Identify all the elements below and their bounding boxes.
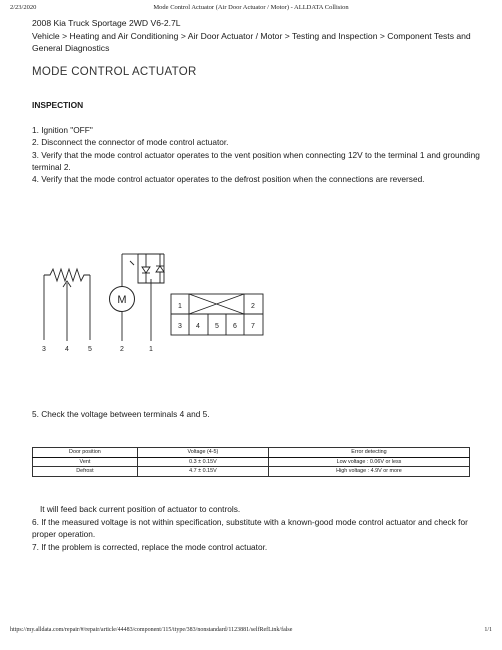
table-header-row (33, 448, 470, 458)
connector-pin-3: 3 (178, 323, 182, 330)
column-header: Error detecting (268, 448, 469, 458)
step-7: 7. If the problem is corrected, replace the mode control actuator. (32, 541, 268, 552)
motor-label: M (117, 294, 127, 306)
step-3: 3. Verify that the mode control actuator operates to the vent position when connecting 12V to the terminal 1 and grounding terminal 2. (32, 149, 480, 172)
connector-pin-1: 1 (178, 303, 182, 310)
connector-pin-6: 6 (233, 323, 237, 330)
table-cell: 4.7 ± 0.15V (137, 467, 268, 477)
table-cell: Vent (33, 457, 138, 467)
table-cell: Low voltage : 0.06V or less (268, 457, 469, 467)
diode-1-icon (142, 267, 150, 273)
step-1: 1. Ignition "OFF" (32, 125, 93, 135)
print-page-number: 1/1 (484, 627, 492, 633)
connector-pin-2: 2 (251, 303, 255, 310)
connector-pin-5: 5 (215, 323, 219, 330)
connector-pin-7: 7 (251, 323, 255, 330)
wiring-diagram (30, 231, 280, 361)
closing-steps (32, 503, 482, 553)
print-title: Mode Control Actuator (Air Door Actuator / Motor) - ALLDATA Collision (153, 4, 349, 11)
table-cell: 0.3 ± 0.15V (137, 457, 268, 467)
step-2: 2. Disconnect the connector of mode control actuator. (32, 137, 229, 148)
section-heading: INSPECTION (32, 100, 84, 110)
column-header: Voltage (4-5) (137, 448, 268, 458)
table-row (33, 467, 470, 477)
table-cell: High voltage : 4.9V or more (268, 467, 469, 477)
page-title: MODE CONTROL ACTUATOR (32, 66, 197, 78)
terminal-label-5: 5 (88, 346, 92, 353)
step-6: 6. If the measured voltage is not within specification, substitute with a known-good mode control actuator and check for proper operation. (32, 516, 468, 539)
diode-2-icon (156, 266, 164, 272)
table-cell: Defrost (33, 467, 138, 477)
feedback-note: It will feed back current position of actuator to controls. (40, 504, 241, 514)
terminal-label-4: 4 (65, 346, 69, 353)
terminal-label-3: 3 (42, 346, 46, 353)
potentiometer-resistor (44, 269, 90, 281)
table-row (33, 457, 470, 467)
step-5: 5. Check the voltage between terminals 4 and 5. (32, 409, 210, 419)
vehicle-name: 2008 Kia Truck Sportage 2WD V6-2.7L (32, 18, 181, 28)
print-footer-url: https://my.alldata.com/repair/#/repair/article/44483/component/115/itype/383/nonstandard/1123881/selfRefLink/false (10, 627, 293, 633)
voltage-spec-table (32, 447, 470, 477)
connector-pin-4: 4 (196, 323, 200, 330)
inspection-steps (32, 124, 482, 185)
terminal-label-1: 1 (149, 346, 153, 353)
column-header: Door position (33, 448, 138, 458)
step-4: 4. Verify that the mode control actuator operates to the defrost position when the connections are reversed. (32, 174, 425, 185)
breadcrumb: Vehicle > Heating and Air Conditioning > Air Door Actuator / Motor > Testing and Inspection > Component Tests and General Diagnostics (32, 31, 471, 53)
print-date: 2/23/2020 (10, 4, 37, 11)
terminal-label-2: 2 (120, 346, 124, 353)
wire-switch-right (151, 271, 164, 283)
